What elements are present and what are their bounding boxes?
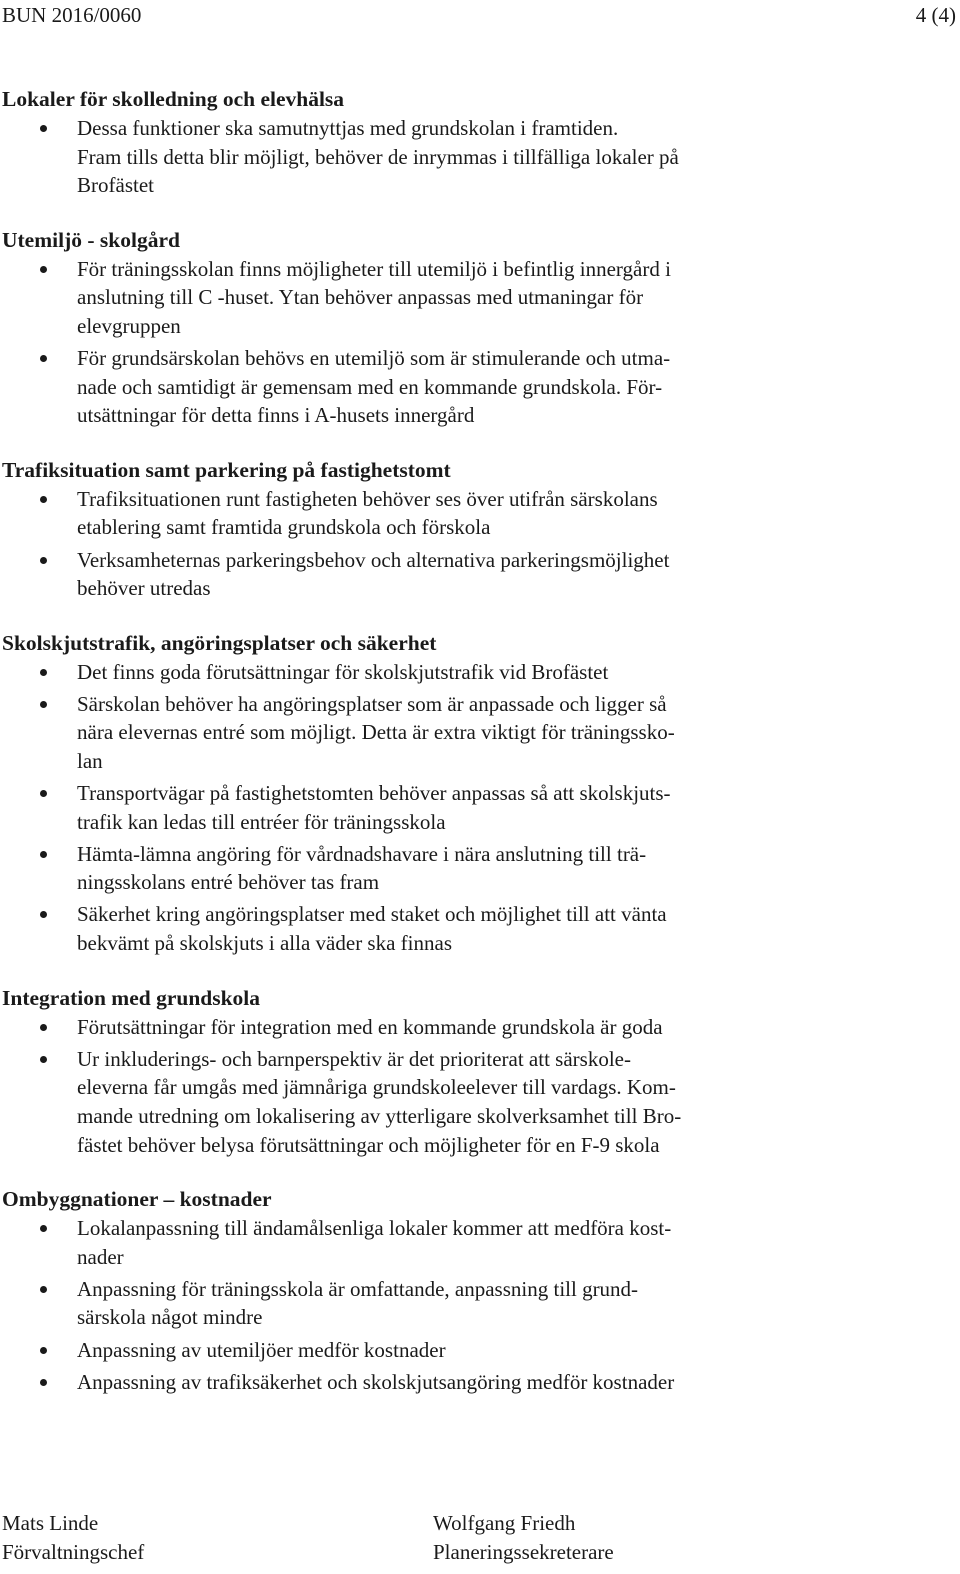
section-heading: Trafiksituation samt parkering på fastighetstomt	[2, 457, 451, 482]
bullet-list	[2, 658, 902, 958]
list-item-line: nader	[77, 1244, 124, 1269]
list-item-line: Förutsättningar för integration med en kommande grundskola är goda	[77, 1014, 663, 1039]
list-item-line: behöver utredas	[77, 576, 211, 601]
list-item-line: Fram tills detta blir möjligt, behöver de inrymmas i tillfälliga lokaler på	[77, 144, 679, 169]
signature-left	[2, 1509, 144, 1566]
list-item	[2, 485, 902, 542]
list-item-line: Det finns goda förutsättningar för skolskjutstrafik vid Brofästet	[77, 659, 609, 684]
list-item	[2, 658, 902, 687]
list-item-line: Dessa funktioner ska samutnyttjas med grundskolan i framtiden.	[77, 116, 619, 140]
list-item	[2, 1275, 902, 1332]
list-item	[2, 1045, 902, 1159]
signature-right	[433, 1509, 614, 1566]
list-item-line: särskola något mindre	[77, 1305, 263, 1330]
bullet-icon	[40, 669, 47, 676]
section	[2, 455, 902, 603]
section	[2, 628, 902, 958]
list-item-line: För träningsskolan finns möjligheter till utemiljö i befintlig innergård i	[77, 256, 671, 281]
bullet-icon	[40, 1286, 47, 1293]
list-item-line: bekvämt på skolskjuts i alla väder ska finnas	[77, 931, 452, 956]
list-item-line: etablering samt framtida grundskola och förskola	[77, 515, 491, 540]
list-item	[2, 1336, 902, 1365]
list-item-line: Brofästet	[77, 173, 154, 198]
list-item	[2, 840, 902, 897]
list-item-line: Lokalanpassning till ändamålsenliga lokaler kommer att medföra kost-	[77, 1216, 672, 1241]
bullet-icon	[40, 1379, 47, 1386]
list-item-line: elevgruppen	[77, 313, 181, 338]
bullet-icon	[40, 790, 47, 797]
section-heading: Skolskjutstrafik, angöringsplatser och säkerhet	[2, 630, 437, 655]
bullet-icon	[40, 1056, 47, 1063]
list-item	[2, 690, 902, 776]
list-item-line: För grundsärskolan behövs en utemiljö som är stimulerande och utma-	[77, 346, 671, 371]
list-item-line: eleverna får umgås med jämnåriga grundskoleelever till vardags. Kom-	[77, 1075, 676, 1100]
bullet-list	[2, 1013, 902, 1159]
bullet-icon	[40, 911, 47, 918]
section-heading: Lokaler för skolledning och elevhälsa	[2, 87, 345, 111]
list-item	[2, 1214, 902, 1271]
list-item-line: Trafiksituationen runt fastigheten behöver ses över utifrån särskolans	[77, 486, 658, 511]
list-item-line: lan	[77, 749, 103, 773]
list-item-line: Säkerhet kring angöringsplatser med staket och möjlighet till att vänta	[77, 902, 667, 927]
bullet-icon	[40, 1225, 47, 1232]
bullet-icon	[40, 496, 47, 503]
bullet-icon	[40, 1347, 47, 1354]
bullet-list	[2, 1214, 902, 1396]
list-item-line: nära elevernas entré som möjligt. Detta är extra viktigt för träningssko-	[77, 720, 675, 745]
list-item-line: Transportvägar på fastighetstomten behöver anpassas så att skolskjuts-	[77, 781, 671, 806]
signatory-role: Förvaltningschef	[2, 1539, 145, 1564]
section-heading: Ombyggnationer – kostnader	[2, 1187, 272, 1212]
list-item-line: trafik kan ledas till entréer för träningsskola	[77, 809, 446, 834]
section	[2, 983, 902, 1159]
section	[2, 84, 902, 200]
list-item-line: Hämta-lämna angöring för vårdnadshavare i nära anslutning till trä-	[77, 841, 647, 866]
list-item-line: Ur inkluderings- och barnperspektiv är det prioriterat att särskole-	[77, 1046, 631, 1071]
list-item-line: Anpassning av utemiljöer medför kostnader	[77, 1337, 446, 1362]
signatory-name: Wolfgang Friedh	[433, 1511, 576, 1535]
list-item	[2, 546, 902, 603]
list-item	[2, 255, 902, 341]
signatory-role: Planeringssekreterare	[433, 1539, 614, 1564]
bullet-icon	[40, 355, 47, 362]
section-heading: Utemiljö - skolgård	[2, 227, 180, 252]
list-item	[2, 1368, 902, 1397]
page-header	[2, 0, 956, 30]
list-item-line: Anpassning för träningsskola är omfattande, anpassning till grund-	[77, 1276, 639, 1301]
list-item	[2, 900, 902, 957]
bullet-icon	[40, 266, 47, 273]
bullet-icon	[40, 557, 47, 564]
list-item-line: utsättningar för detta finns i A-husets innergård	[77, 403, 475, 428]
bullet-icon	[40, 125, 47, 132]
list-item-line: fästet behöver belysa förutsättningar och möjligheter för en F-9 skola	[77, 1132, 660, 1157]
document-id: BUN 2016/0060	[2, 3, 142, 27]
list-item-line: Anpassning av trafiksäkerhet och skolskjutsangöring medför kostnader	[77, 1369, 675, 1394]
list-item-line: Särskolan behöver ha angöringsplatser som är anpassade och ligger så	[77, 691, 667, 716]
document-body	[2, 84, 902, 1421]
list-item	[2, 779, 902, 836]
bullet-list	[2, 255, 902, 430]
list-item-line: Verksamheternas parkeringsbehov och alternativa parkeringsmöjlighet	[77, 547, 670, 572]
bullet-icon	[40, 701, 47, 708]
section	[2, 225, 902, 430]
list-item-line: mande utredning om lokalisering av ytterligare skolverksamhet till Bro-	[77, 1103, 682, 1128]
list-item-line: ningsskolans entré behöver tas fram	[77, 870, 380, 895]
list-item-line: nade och samtidigt är gemensam med en kommande grundskola. För-	[77, 374, 663, 399]
bullet-list	[2, 114, 902, 200]
list-item	[2, 1013, 902, 1042]
section-heading: Integration med grundskola	[2, 985, 261, 1010]
list-item-line: anslutning till C -huset. Ytan behöver anpassas med utmaningar för	[77, 285, 644, 310]
bullet-list	[2, 485, 902, 603]
bullet-icon	[40, 851, 47, 858]
section	[2, 1184, 902, 1396]
signatory-name: Mats Linde	[2, 1511, 99, 1535]
list-item	[2, 344, 902, 430]
bullet-icon	[40, 1024, 47, 1031]
list-item	[2, 114, 902, 200]
page-number: 4 (4)	[915, 3, 956, 27]
